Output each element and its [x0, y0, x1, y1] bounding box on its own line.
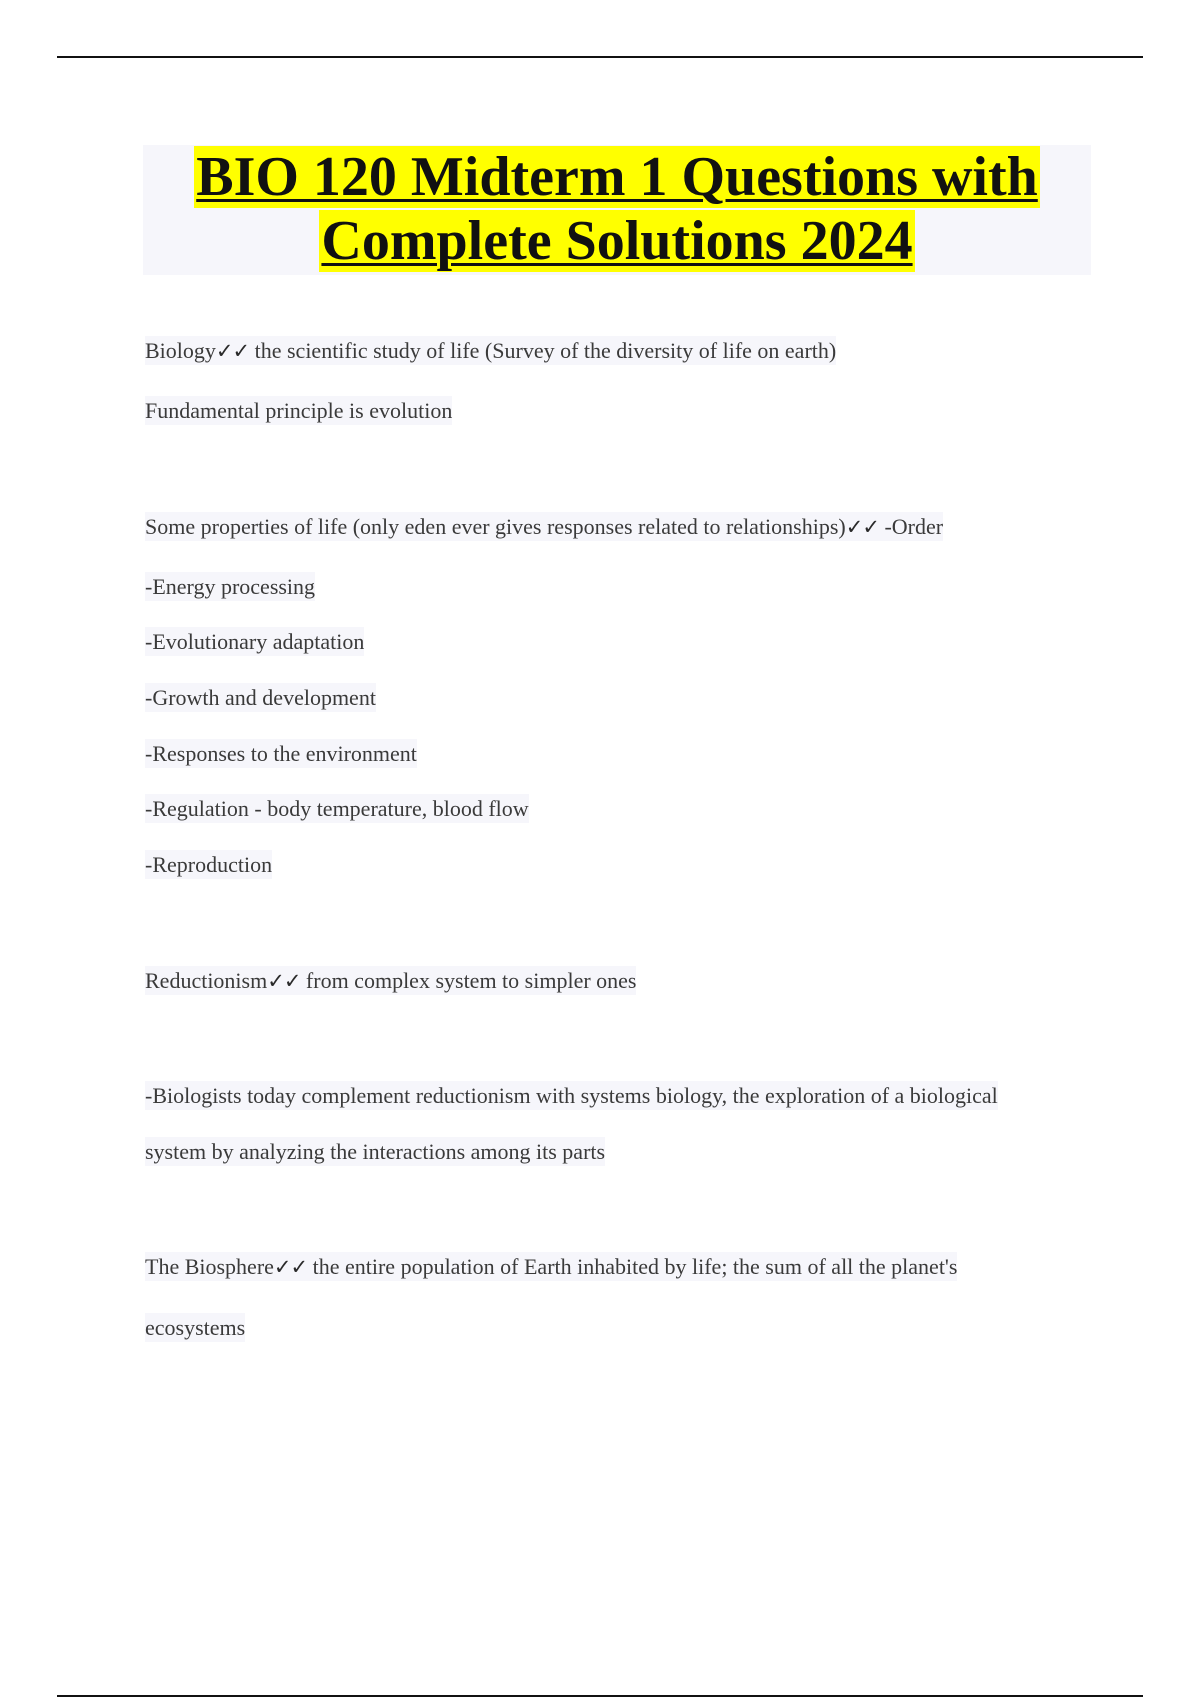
list-item [145, 850, 272, 880]
list-item [145, 739, 417, 769]
note-fundamental-principle [145, 396, 452, 426]
answer-text: the entire population of Earth inhabited by life; the sum of all the planet's [307, 1254, 958, 1279]
top-rule [57, 56, 1143, 58]
list-item [145, 572, 315, 602]
check-mark-icon: ✓✓ [273, 1255, 308, 1279]
answer-text: -Order [878, 514, 944, 539]
text-line: -Reproduction [145, 852, 273, 877]
title-block [143, 145, 1091, 275]
bottom-rule [57, 1695, 1143, 1697]
list-item [145, 683, 376, 713]
question-term: The Biosphere [145, 1254, 274, 1279]
list-item [145, 794, 529, 824]
answer-text: from complex system to simpler ones [300, 968, 637, 993]
qa-reductionism [145, 966, 636, 996]
text-line: -Regulation - body temperature, blood flow [145, 796, 529, 821]
answer-text: the scientific study of life (Survey of the diversity of life on earth) [249, 338, 837, 363]
check-mark-icon: ✓✓ [215, 339, 250, 363]
check-mark-icon: ✓✓ [845, 515, 879, 539]
text-line: -Growth and development [145, 685, 376, 710]
page-title-line-1: BIO 120 Midterm 1 Questions with [196, 146, 1038, 208]
question-term: Biology [145, 338, 216, 363]
text-line: system by analyzing the interactions among its parts [145, 1139, 606, 1164]
text-line: -Evolutionary adaptation [145, 629, 365, 654]
text-line: -Biologists today complement reductionism with systems biology, the exploration of a biological [145, 1083, 998, 1108]
question-term: Some properties of life (only eden ever gives responses related to relationships) [145, 514, 846, 539]
page-title-line-2: Complete Solutions 2024 [321, 210, 913, 272]
qa-biology [145, 336, 836, 366]
text-line: Fundamental principle is evolution [145, 398, 453, 423]
paragraph-line [145, 1081, 998, 1111]
text-line: -Energy processing [145, 574, 316, 599]
qa-properties-of-life [145, 512, 943, 542]
text-line: -Responses to the environment [145, 741, 417, 766]
paragraph-line [145, 1313, 245, 1343]
text-line: ecosystems [145, 1315, 246, 1340]
list-item [145, 627, 364, 657]
question-term: Reductionism [145, 968, 268, 993]
check-mark-icon: ✓✓ [267, 969, 301, 993]
qa-biosphere [145, 1252, 957, 1282]
paragraph-line [145, 1137, 605, 1167]
